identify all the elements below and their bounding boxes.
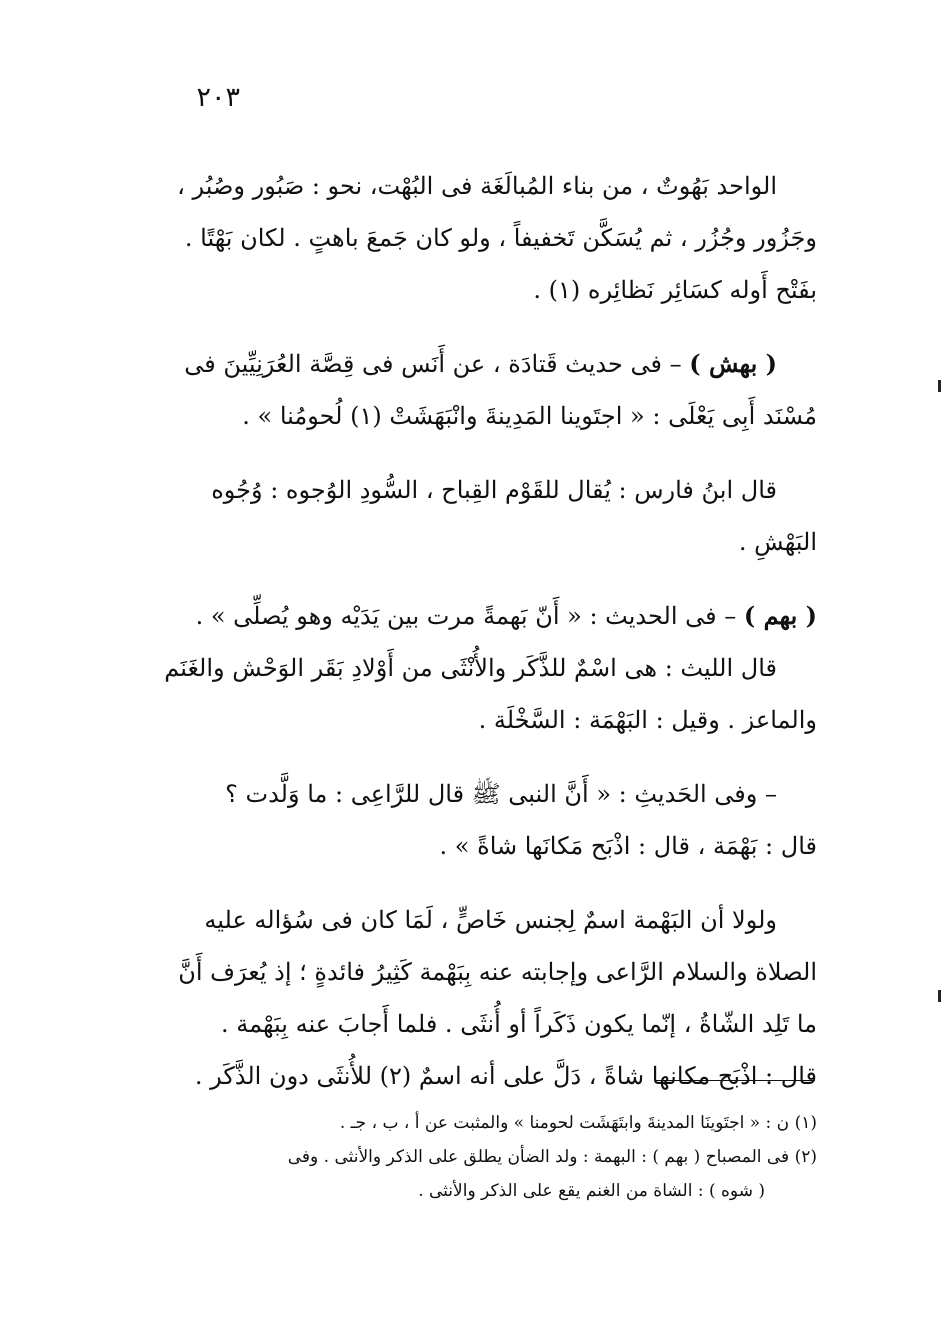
- text-line: الواحد بَهُوتٌ ، من بناء المُبالَغَة فى البُهْت، نحو : صَبُور وصُبُر ،: [177, 172, 777, 200]
- entry-headword: ( بهش ): [689, 349, 777, 378]
- margin-mark: [938, 380, 941, 392]
- footnote-1: (١) ن : « اجتَوينَا المدينةَ وابتَهَشَت لحومنا » والمثبت عن أ ، ب ، جـ .: [339, 1113, 817, 1133]
- text-line: بفَتْح أَوله كسَائِر نَظائِره (١) .: [533, 276, 817, 304]
- entry-text: – فى حديث قَتادَة ، عن أَنَس فى قِصَّة العُرَنِيِّينَ فى: [184, 350, 682, 378]
- text-line: ما تَلِد الشّاةُ ، إنّما يكون ذَكَراً أو أُنثَى . فلما أَجابَ عنه بِبَهْمة .: [220, 1010, 817, 1038]
- entry-text: – فى الحديث : « أَنّ بَهمةً مرت بين يَدَيْه وهو يُصلِّى » .: [195, 602, 737, 630]
- text-line: قال ابنُ فارس : يُقال للقَوْم القِباح ، السُّودِ الوُجوه : وُجُوه: [211, 476, 777, 504]
- margin-mark: [938, 990, 941, 1002]
- text-line: وجَزُور وجُزُر ، ثم يُسَكَّن تَخفيفاً ، ولو كان جَمعَ باهتٍ . لكان بَهْتًا .: [184, 224, 817, 252]
- entry-baham: [125, 590, 817, 746]
- text-line: مُسْنَد أَبِى يَعْلَى : « اجتَوينا المَدِينةَ وانْبَهَشَتْ (١) لُحومُنا » .: [242, 402, 817, 430]
- text-line: قال الليث : هى اسْمٌ للذَّكَر والأُنْثَى من أَوْلادِ بَقَر الوَحْش والغَنَم: [164, 654, 777, 682]
- text-line: البَهْشِ .: [738, 528, 817, 556]
- paragraph-ibn-faris: [125, 464, 817, 568]
- text-line: [125, 338, 817, 390]
- text-line: قال : بَهْمَة ، قال : اذْبَح مَكانَها شاةً » .: [439, 832, 817, 860]
- footnote-2-continued: ( شوه ) : الشاة من الغنم يقع على الذكر والأنثى .: [418, 1181, 765, 1201]
- footnotes: [125, 1106, 817, 1208]
- paragraph-explanation: [125, 894, 817, 1102]
- paragraph-bahut: [125, 160, 817, 316]
- main-text: [125, 160, 817, 1108]
- text-line: – وفى الحَديثِ : « أَنَّ النبى ﷺ قال للرَّاعِى : ما وَلَّدت ؟: [225, 780, 777, 808]
- footnote-2: (٢) فى المصباح ( بهم ) : البهمة : ولد الضأن يطلق على الذكر والأنثى . وفى: [287, 1147, 817, 1167]
- text-line: الصلاة والسلام الرَّاعى وإجابته عنه بِبَهْمة كَثِيرُ فائدةٍ ؛ إذ يُعرَف أَنَّ: [178, 958, 817, 986]
- page-number: ٢٠٣: [196, 82, 240, 113]
- paragraph-hadith-shepherd: [125, 768, 817, 872]
- entry-bahash: [125, 338, 817, 442]
- text-line: قال : اذْبَح مكانها شاةً ، دَلَّ على أنه اسمٌ (٢) للأُنثَى دون الذَّكَر .: [194, 1062, 817, 1090]
- text-line: والماعز . وقيل : البَهْمَة : السَّخْلَة .: [478, 706, 817, 734]
- entry-headword: ( بهم ): [743, 601, 817, 630]
- text-line: ولولا أن البَهْمة اسمٌ لِجنس خَاصٍّ ، لَمَا كان فى سُؤاله عليه: [204, 906, 777, 934]
- footnote-divider: [655, 1080, 815, 1081]
- text-line: [125, 590, 817, 642]
